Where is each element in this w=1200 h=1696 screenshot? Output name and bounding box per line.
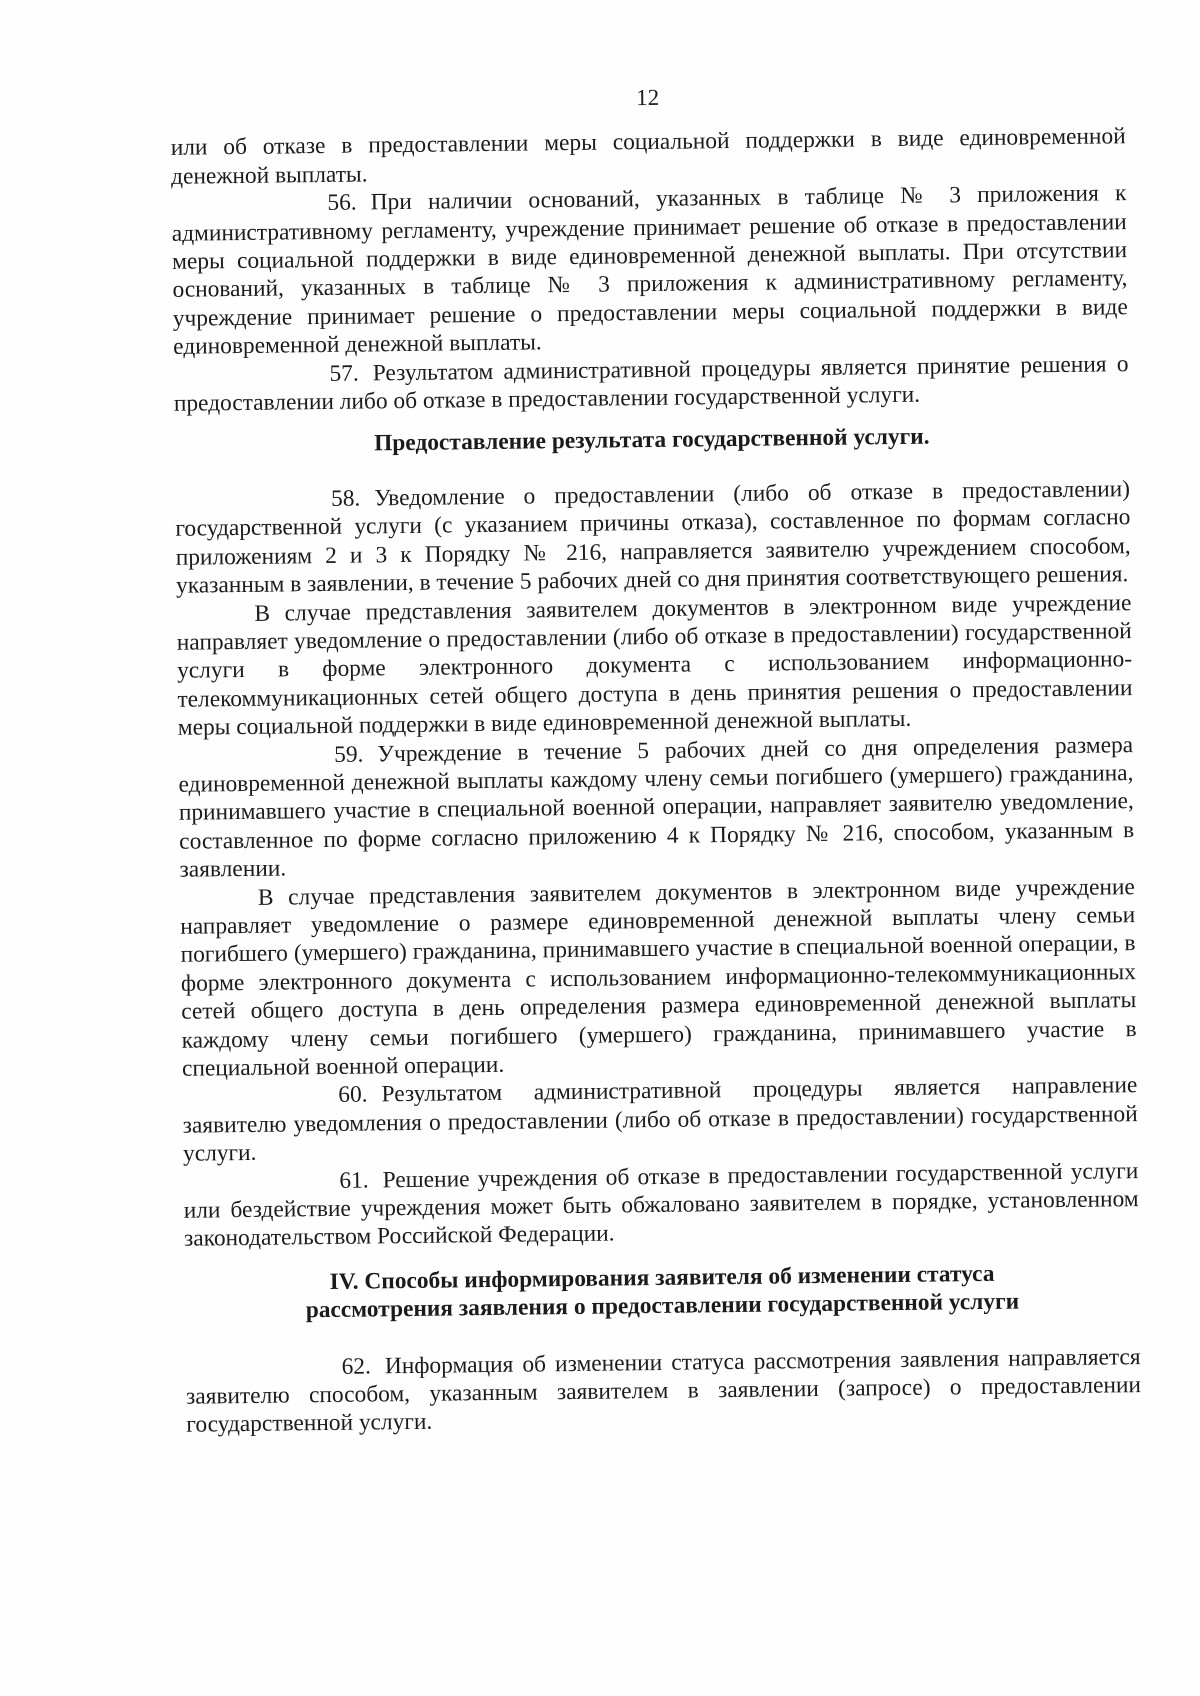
paragraph-text: Результатом административной процедуры является принятие решения о предоставлении либо об отказе в предоставлении государственной услуги.	[173, 350, 1129, 417]
chapter-heading-line-2: рассмотрения заявления о предоставлении государственной услуги	[305, 1288, 1020, 1324]
paragraph-text: В случае представления заявителем документов в электронном виде учреждение направляет уведомление о размере единовременной денежной выплаты члену семьи погибшего (умершего) гражданина, принимавшего участие в специальной военной операции, в форме электронного документа с использованием информационно-телекоммуникационных сетей общего доступа в день определения размера единовременной денежной выплаты каждому члену семьи погибшего (умершего) гражданина, принимавшего участие в специальной военной операции.	[180, 873, 1137, 1082]
paragraph-56	[171, 179, 1128, 361]
paragraph-text: При наличии оснований, указанных в таблице № 3 приложения к административному регламенту, учреждение принимает решение об отказе в предоставлении меры социальной поддержки в виде единовременной денежной выплаты. При отсутствии оснований, указанных в таблице № 3 приложения к административному регламенту, учреждение принимает решение о предоставлении меры социальной поддержки в виде единовременной денежной выплаты.	[171, 180, 1128, 361]
paragraph-text: Уведомление о предоставлении (либо об отказе в предоставлении) государственной услуги (с указанием причины отказа), составленное по формам согласно приложениям 2 и 3 к Порядку № 216, направляется заявителю учреждением способом, указанным в заявлении, в течение 5 рабочих дней со дня принятия соответствующего решения.	[175, 476, 1131, 599]
paragraph-text: В случае представления заявителем документов в электронном виде учреждение направляет уведомление о предоставлении (либо об отказе в предоставлении) государственной услуги в форме электронного документа с использованием информационно-телекоммуникационных сетей общего доступа в день принятия решения о предоставлении меры социальной поддержки в виде единовременной денежной выплаты.	[176, 589, 1133, 741]
page-content	[170, 78, 1141, 1439]
paragraph-60	[182, 1071, 1138, 1168]
page-number: 12	[636, 84, 660, 111]
paragraph-61	[183, 1157, 1139, 1254]
paragraph-number: 57.	[329, 360, 359, 387]
paragraph-58	[175, 475, 1131, 600]
paragraph-number: 58.	[330, 485, 361, 512]
paragraph-number: 62.	[341, 1353, 372, 1380]
paragraph-59	[178, 731, 1135, 885]
paragraph-number: 60.	[338, 1081, 368, 1109]
paragraph-59-electronic	[180, 873, 1137, 1083]
chapter-heading	[184, 1258, 1140, 1326]
paragraph-text: Результатом административной процедуры является направление заявителю уведомления о предоставлении (либо об отказе в предоставлении) государственной услуги.	[182, 1072, 1138, 1167]
paragraph-62	[185, 1343, 1141, 1440]
section-heading: Предоставление результата государственной услуги.	[373, 424, 930, 457]
paragraph-number: 61.	[339, 1167, 369, 1194]
paragraph-58-electronic	[176, 589, 1133, 743]
paragraph-text: Информация об изменении статуса рассмотрения заявления направляется заявителю способом, указанным заявителем в заявлении (запросе) о предоставлении государственной услуги.	[185, 1343, 1142, 1439]
chapter-heading-line-1: IV. Способы информирования заявителя об изменении статуса	[329, 1260, 995, 1295]
paragraph-number: 56.	[327, 189, 357, 217]
paragraph-text: Решение учреждения об отказе в предоставлении государственной услуги или бездействие учреждения может быть обжаловано заявителем в порядке, установленном законодательством Российской Федерации.	[183, 1157, 1139, 1253]
paragraph-number: 59.	[334, 741, 364, 768]
paragraph-57	[173, 350, 1129, 418]
paragraph-text: Учреждение в течение 5 рабочих дней со дня определения размера единовременной денежной выплаты каждому члену семьи погибшего (умершего) гражданина, принимавшего участие в специальной военной операции, направляет заявителю уведомление, составленное по форме согласно приложению 4 к Порядку № 216, способом, указанным в заявлении.	[178, 731, 1135, 883]
paragraph-text: или об отказе в предоставлении меры социальной поддержки в виде единовременной денежной выплаты.	[170, 123, 1126, 190]
